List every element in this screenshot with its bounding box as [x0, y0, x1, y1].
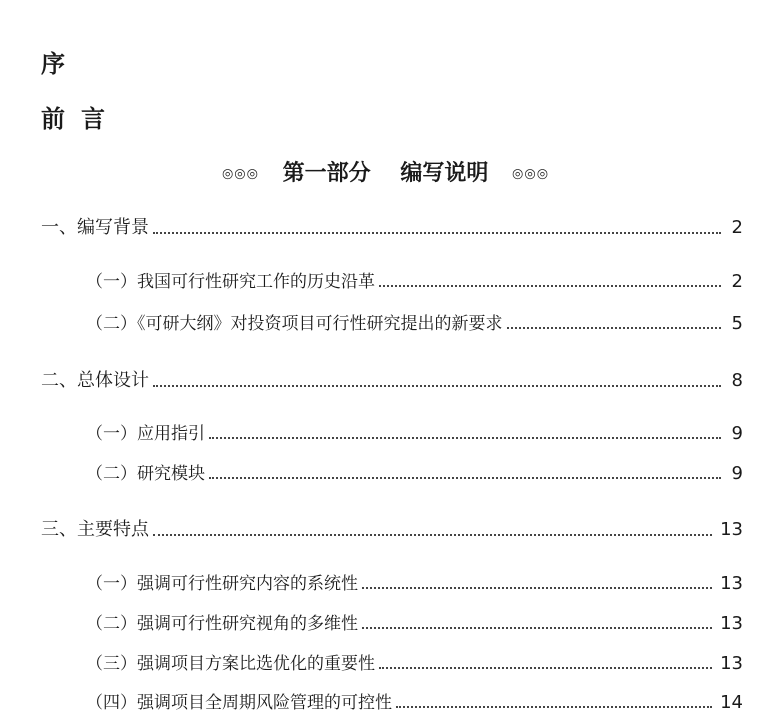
toc-entry-label: （一）应用指引	[86, 424, 205, 444]
toc-entry-section-3-2[interactable]	[86, 609, 743, 634]
part-decoration-right: ◎◎◎	[512, 166, 550, 182]
toc-leader-dots	[209, 437, 721, 439]
toc-page-number: 2	[731, 271, 743, 292]
toc-entry-section-1-1[interactable]	[86, 267, 743, 292]
toc-entry-section-1[interactable]	[41, 213, 743, 239]
toc-entry-section-1-2[interactable]	[86, 309, 743, 334]
toc-entry-label: （三）强调项目方案比选优化的重要性	[86, 654, 375, 674]
toc-entry-label: （一）强调可行性研究内容的系统性	[86, 574, 358, 594]
toc-leader-dots	[379, 285, 721, 287]
toc-entry-label: （一）我国可行性研究工作的历史沿革	[86, 272, 375, 292]
foreword-heading[interactable]: 前言	[41, 105, 121, 133]
toc-page-number: 2	[731, 217, 743, 238]
toc-entry-section-2[interactable]	[41, 366, 743, 392]
toc-entry-section-3[interactable]	[41, 515, 743, 541]
toc-entry-label: 二、总体设计	[41, 370, 149, 391]
toc-page-number: 13	[720, 573, 743, 594]
preface-heading[interactable]: 序	[41, 50, 66, 78]
toc-entry-section-3-3[interactable]	[86, 649, 743, 674]
part-title	[0, 156, 771, 187]
toc-page-number: 9	[731, 463, 743, 484]
part-number: 第一部分	[282, 161, 371, 186]
toc-page-number: 8	[731, 370, 743, 391]
toc-page-number: 13	[720, 613, 743, 634]
toc-leader-dots	[209, 477, 721, 479]
toc-leader-dots	[153, 534, 712, 536]
toc-entry-label: 一、编写背景	[41, 217, 149, 238]
toc-leader-dots	[362, 587, 712, 589]
toc-page-number: 13	[720, 653, 743, 674]
toc-entry-label: （四）强调项目全周期风险管理的可控性	[86, 693, 392, 713]
toc-leader-dots	[362, 627, 712, 629]
toc-leader-dots	[153, 232, 721, 234]
toc-entry-section-2-2[interactable]	[86, 459, 743, 484]
toc-entry-label: （二）研究模块	[86, 464, 205, 484]
toc-page-number: 9	[731, 423, 743, 444]
part-decoration-left: ◎◎◎	[221, 166, 259, 182]
toc-page-number: 13	[720, 519, 743, 540]
toc-entry-label: （二）强调可行性研究视角的多维性	[86, 614, 358, 634]
toc-leader-dots	[507, 327, 722, 329]
part-name: 编写说明	[400, 161, 489, 186]
toc-page-number: 14	[720, 692, 743, 713]
toc-leader-dots	[396, 706, 712, 708]
toc-entry-label: （二）《可研大纲》对投资项目可行性研究提出的新要求	[86, 314, 503, 334]
toc-entry-label: 三、主要特点	[41, 519, 149, 540]
toc-entry-section-3-1[interactable]	[86, 569, 743, 594]
toc-leader-dots	[153, 385, 721, 387]
toc-entry-section-3-4[interactable]	[86, 688, 743, 713]
toc-entry-section-2-1[interactable]	[86, 419, 743, 444]
toc-leader-dots	[379, 667, 712, 669]
toc-page-number: 5	[731, 313, 743, 334]
